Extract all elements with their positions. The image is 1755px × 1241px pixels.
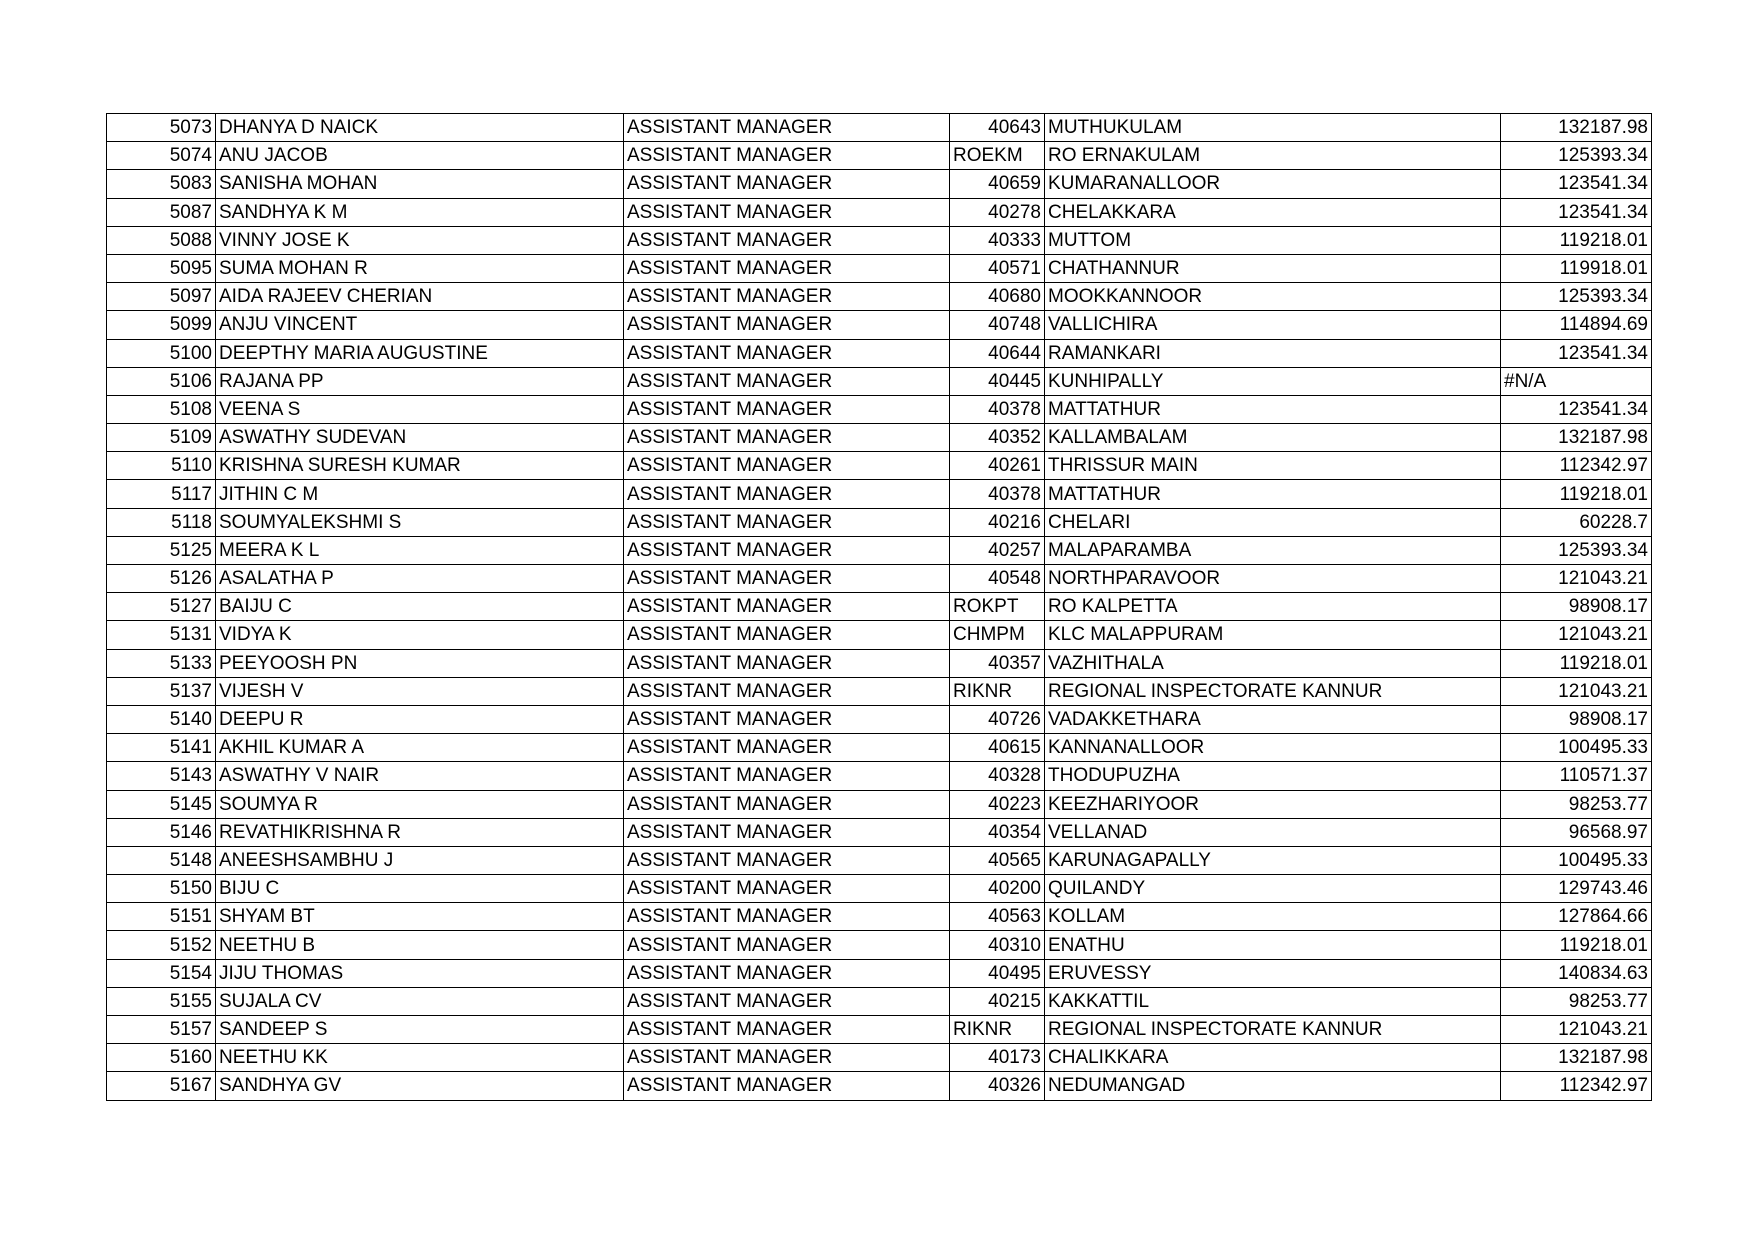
branch-code-cell: 40261 bbox=[950, 452, 1045, 480]
amount-cell: 132187.98 bbox=[1501, 114, 1652, 142]
branch-code-cell: 40352 bbox=[950, 424, 1045, 452]
table-row bbox=[107, 198, 1652, 226]
employee-id-cell: 5143 bbox=[107, 762, 216, 790]
branch-name-cell: KLC MALAPPURAM bbox=[1045, 621, 1501, 649]
amount-cell: 119918.01 bbox=[1501, 254, 1652, 282]
table-row bbox=[107, 254, 1652, 282]
table-row bbox=[107, 565, 1652, 593]
table-row bbox=[107, 734, 1652, 762]
employee-id-cell: 5118 bbox=[107, 508, 216, 536]
employee-id-cell: 5141 bbox=[107, 734, 216, 762]
employee-name-cell: ASALATHA P bbox=[216, 565, 624, 593]
branch-name-cell: REGIONAL INSPECTORATE KANNUR bbox=[1045, 1016, 1501, 1044]
branch-code-cell: CHMPM bbox=[950, 621, 1045, 649]
employee-id-cell: 5150 bbox=[107, 875, 216, 903]
employee-name-cell: KRISHNA SURESH KUMAR bbox=[216, 452, 624, 480]
employee-id-cell: 5095 bbox=[107, 254, 216, 282]
employee-name-cell: SUMA MOHAN R bbox=[216, 254, 624, 282]
employee-name-cell: ASWATHY SUDEVAN bbox=[216, 424, 624, 452]
branch-name-cell: KOLLAM bbox=[1045, 903, 1501, 931]
designation-cell: ASSISTANT MANAGER bbox=[624, 705, 950, 733]
table-row bbox=[107, 649, 1652, 677]
amount-cell: 123541.34 bbox=[1501, 170, 1652, 198]
employee-id-cell: 5133 bbox=[107, 649, 216, 677]
designation-cell: ASSISTANT MANAGER bbox=[624, 339, 950, 367]
branch-name-cell: VELLANAD bbox=[1045, 818, 1501, 846]
designation-cell: ASSISTANT MANAGER bbox=[624, 959, 950, 987]
employee-table-body bbox=[107, 114, 1652, 1101]
branch-code-cell: 40659 bbox=[950, 170, 1045, 198]
table-row bbox=[107, 959, 1652, 987]
branch-code-cell: 40378 bbox=[950, 395, 1045, 423]
amount-cell: 112342.97 bbox=[1501, 452, 1652, 480]
amount-cell: 114894.69 bbox=[1501, 311, 1652, 339]
designation-cell: ASSISTANT MANAGER bbox=[624, 170, 950, 198]
branch-code-cell: 40445 bbox=[950, 367, 1045, 395]
designation-cell: ASSISTANT MANAGER bbox=[624, 677, 950, 705]
table-row bbox=[107, 367, 1652, 395]
table-row bbox=[107, 226, 1652, 254]
employee-id-cell: 5088 bbox=[107, 226, 216, 254]
branch-name-cell: MALAPARAMBA bbox=[1045, 536, 1501, 564]
employee-name-cell: AIDA RAJEEV CHERIAN bbox=[216, 283, 624, 311]
branch-code-cell: 40643 bbox=[950, 114, 1045, 142]
amount-cell: 100495.33 bbox=[1501, 734, 1652, 762]
employee-id-cell: 5140 bbox=[107, 705, 216, 733]
table-row bbox=[107, 762, 1652, 790]
designation-cell: ASSISTANT MANAGER bbox=[624, 114, 950, 142]
employee-name-cell: VEENA S bbox=[216, 395, 624, 423]
branch-name-cell: KANNANALLOOR bbox=[1045, 734, 1501, 762]
employee-id-cell: 5137 bbox=[107, 677, 216, 705]
employee-name-cell: BIJU C bbox=[216, 875, 624, 903]
branch-code-cell: 40200 bbox=[950, 875, 1045, 903]
table-row bbox=[107, 283, 1652, 311]
employee-name-cell: SOUMYALEKSHMI S bbox=[216, 508, 624, 536]
employee-id-cell: 5117 bbox=[107, 480, 216, 508]
table-row bbox=[107, 846, 1652, 874]
designation-cell: ASSISTANT MANAGER bbox=[624, 254, 950, 282]
table-row bbox=[107, 593, 1652, 621]
branch-code-cell: 40748 bbox=[950, 311, 1045, 339]
employee-id-cell: 5145 bbox=[107, 790, 216, 818]
employee-name-cell: ANJU VINCENT bbox=[216, 311, 624, 339]
employee-name-cell: SANDHYA GV bbox=[216, 1072, 624, 1100]
designation-cell: ASSISTANT MANAGER bbox=[624, 621, 950, 649]
employee-name-cell: DHANYA D NAICK bbox=[216, 114, 624, 142]
employee-name-cell: DEEPTHY MARIA AUGUSTINE bbox=[216, 339, 624, 367]
branch-code-cell: 40548 bbox=[950, 565, 1045, 593]
amount-cell: 60228.7 bbox=[1501, 508, 1652, 536]
employee-id-cell: 5087 bbox=[107, 198, 216, 226]
branch-code-cell: 40563 bbox=[950, 903, 1045, 931]
branch-name-cell: KEEZHARIYOOR bbox=[1045, 790, 1501, 818]
table-row bbox=[107, 114, 1652, 142]
designation-cell: ASSISTANT MANAGER bbox=[624, 790, 950, 818]
employee-id-cell: 5131 bbox=[107, 621, 216, 649]
employee-id-cell: 5167 bbox=[107, 1072, 216, 1100]
employee-name-cell: SUJALA CV bbox=[216, 987, 624, 1015]
branch-name-cell: NORTHPARAVOOR bbox=[1045, 565, 1501, 593]
branch-name-cell: VAZHITHALA bbox=[1045, 649, 1501, 677]
designation-cell: ASSISTANT MANAGER bbox=[624, 367, 950, 395]
branch-code-cell: 40257 bbox=[950, 536, 1045, 564]
amount-cell: 96568.97 bbox=[1501, 818, 1652, 846]
table-row bbox=[107, 903, 1652, 931]
amount-cell: 140834.63 bbox=[1501, 959, 1652, 987]
employee-id-cell: 5146 bbox=[107, 818, 216, 846]
employee-id-cell: 5151 bbox=[107, 903, 216, 931]
designation-cell: ASSISTANT MANAGER bbox=[624, 1044, 950, 1072]
branch-name-cell: KAKKATTIL bbox=[1045, 987, 1501, 1015]
employee-name-cell: ANEESHSAMBHU J bbox=[216, 846, 624, 874]
branch-code-cell: 40173 bbox=[950, 1044, 1045, 1072]
amount-cell: 123541.34 bbox=[1501, 395, 1652, 423]
branch-name-cell: RAMANKARI bbox=[1045, 339, 1501, 367]
amount-cell: 119218.01 bbox=[1501, 226, 1652, 254]
branch-code-cell: 40333 bbox=[950, 226, 1045, 254]
amount-cell: 119218.01 bbox=[1501, 931, 1652, 959]
branch-name-cell: MUTTOM bbox=[1045, 226, 1501, 254]
designation-cell: ASSISTANT MANAGER bbox=[624, 283, 950, 311]
amount-cell: 125393.34 bbox=[1501, 283, 1652, 311]
employee-name-cell: ASWATHY V NAIR bbox=[216, 762, 624, 790]
designation-cell: ASSISTANT MANAGER bbox=[624, 452, 950, 480]
employee-id-cell: 5160 bbox=[107, 1044, 216, 1072]
table-row bbox=[107, 677, 1652, 705]
employee-name-cell: SANDHYA K M bbox=[216, 198, 624, 226]
amount-cell: 123541.34 bbox=[1501, 339, 1652, 367]
table-row bbox=[107, 1044, 1652, 1072]
employee-id-cell: 5100 bbox=[107, 339, 216, 367]
amount-cell: 100495.33 bbox=[1501, 846, 1652, 874]
designation-cell: ASSISTANT MANAGER bbox=[624, 226, 950, 254]
employee-id-cell: 5126 bbox=[107, 565, 216, 593]
amount-cell: 132187.98 bbox=[1501, 424, 1652, 452]
branch-code-cell: ROEKM bbox=[950, 142, 1045, 170]
designation-cell: ASSISTANT MANAGER bbox=[624, 1072, 950, 1100]
employee-name-cell: AKHIL KUMAR A bbox=[216, 734, 624, 762]
table-row bbox=[107, 1016, 1652, 1044]
employee-id-cell: 5097 bbox=[107, 283, 216, 311]
employee-name-cell: BAIJU C bbox=[216, 593, 624, 621]
table-row bbox=[107, 987, 1652, 1015]
employee-id-cell: 5106 bbox=[107, 367, 216, 395]
designation-cell: ASSISTANT MANAGER bbox=[624, 903, 950, 931]
designation-cell: ASSISTANT MANAGER bbox=[624, 311, 950, 339]
employee-id-cell: 5154 bbox=[107, 959, 216, 987]
branch-code-cell: RIKNR bbox=[950, 1016, 1045, 1044]
employee-name-cell: RAJANA PP bbox=[216, 367, 624, 395]
branch-code-cell: 40565 bbox=[950, 846, 1045, 874]
employee-name-cell: SANDEEP S bbox=[216, 1016, 624, 1044]
table-row bbox=[107, 142, 1652, 170]
employee-name-cell: REVATHIKRISHNA R bbox=[216, 818, 624, 846]
table-row bbox=[107, 339, 1652, 367]
amount-cell: #N/A bbox=[1501, 367, 1652, 395]
amount-cell: 110571.37 bbox=[1501, 762, 1652, 790]
branch-name-cell: CHELARI bbox=[1045, 508, 1501, 536]
amount-cell: 98908.17 bbox=[1501, 705, 1652, 733]
designation-cell: ASSISTANT MANAGER bbox=[624, 734, 950, 762]
branch-name-cell: VADAKKETHARA bbox=[1045, 705, 1501, 733]
table-row bbox=[107, 705, 1652, 733]
amount-cell: 119218.01 bbox=[1501, 480, 1652, 508]
employee-id-cell: 5155 bbox=[107, 987, 216, 1015]
table-row bbox=[107, 1072, 1652, 1100]
branch-code-cell: 40571 bbox=[950, 254, 1045, 282]
amount-cell: 123541.34 bbox=[1501, 198, 1652, 226]
branch-code-cell: 40326 bbox=[950, 1072, 1045, 1100]
designation-cell: ASSISTANT MANAGER bbox=[624, 142, 950, 170]
branch-name-cell: THRISSUR MAIN bbox=[1045, 452, 1501, 480]
branch-name-cell: CHALIKKARA bbox=[1045, 1044, 1501, 1072]
branch-name-cell: KARUNAGAPALLY bbox=[1045, 846, 1501, 874]
employee-name-cell: MEERA K L bbox=[216, 536, 624, 564]
amount-cell: 98253.77 bbox=[1501, 987, 1652, 1015]
employee-id-cell: 5127 bbox=[107, 593, 216, 621]
branch-code-cell: 40216 bbox=[950, 508, 1045, 536]
employee-table bbox=[106, 113, 1652, 1101]
branch-code-cell: 40357 bbox=[950, 649, 1045, 677]
branch-code-cell: 40726 bbox=[950, 705, 1045, 733]
employee-name-cell: NEETHU B bbox=[216, 931, 624, 959]
employee-id-cell: 5099 bbox=[107, 311, 216, 339]
designation-cell: ASSISTANT MANAGER bbox=[624, 424, 950, 452]
designation-cell: ASSISTANT MANAGER bbox=[624, 508, 950, 536]
branch-name-cell: RO ERNAKULAM bbox=[1045, 142, 1501, 170]
employee-id-cell: 5152 bbox=[107, 931, 216, 959]
employee-name-cell: NEETHU KK bbox=[216, 1044, 624, 1072]
employee-name-cell: SANISHA MOHAN bbox=[216, 170, 624, 198]
designation-cell: ASSISTANT MANAGER bbox=[624, 649, 950, 677]
branch-code-cell: 40354 bbox=[950, 818, 1045, 846]
table-row bbox=[107, 424, 1652, 452]
amount-cell: 112342.97 bbox=[1501, 1072, 1652, 1100]
branch-name-cell: ENATHU bbox=[1045, 931, 1501, 959]
employee-id-cell: 5110 bbox=[107, 452, 216, 480]
designation-cell: ASSISTANT MANAGER bbox=[624, 198, 950, 226]
employee-name-cell: VIJESH V bbox=[216, 677, 624, 705]
table-row bbox=[107, 170, 1652, 198]
table-row bbox=[107, 536, 1652, 564]
table-row bbox=[107, 875, 1652, 903]
designation-cell: ASSISTANT MANAGER bbox=[624, 846, 950, 874]
table-row bbox=[107, 790, 1652, 818]
designation-cell: ASSISTANT MANAGER bbox=[624, 1016, 950, 1044]
employee-name-cell: SOUMYA R bbox=[216, 790, 624, 818]
branch-code-cell: 40310 bbox=[950, 931, 1045, 959]
branch-code-cell: 40328 bbox=[950, 762, 1045, 790]
branch-name-cell: VALLICHIRA bbox=[1045, 311, 1501, 339]
table-row bbox=[107, 480, 1652, 508]
employee-name-cell: VIDYA K bbox=[216, 621, 624, 649]
amount-cell: 129743.46 bbox=[1501, 875, 1652, 903]
branch-code-cell: 40278 bbox=[950, 198, 1045, 226]
branch-name-cell: CHELAKKARA bbox=[1045, 198, 1501, 226]
branch-name-cell: REGIONAL INSPECTORATE KANNUR bbox=[1045, 677, 1501, 705]
branch-name-cell: MATTATHUR bbox=[1045, 480, 1501, 508]
amount-cell: 98908.17 bbox=[1501, 593, 1652, 621]
branch-code-cell: 40644 bbox=[950, 339, 1045, 367]
amount-cell: 125393.34 bbox=[1501, 536, 1652, 564]
branch-name-cell: ERUVESSY bbox=[1045, 959, 1501, 987]
employee-id-cell: 5108 bbox=[107, 395, 216, 423]
employee-name-cell: JITHIN C M bbox=[216, 480, 624, 508]
branch-name-cell: THODUPUZHA bbox=[1045, 762, 1501, 790]
designation-cell: ASSISTANT MANAGER bbox=[624, 593, 950, 621]
employee-name-cell: PEEYOOSH PN bbox=[216, 649, 624, 677]
branch-code-cell: ROKPT bbox=[950, 593, 1045, 621]
amount-cell: 119218.01 bbox=[1501, 649, 1652, 677]
table-row bbox=[107, 452, 1652, 480]
employee-id-cell: 5083 bbox=[107, 170, 216, 198]
branch-name-cell: MOOKKANNOOR bbox=[1045, 283, 1501, 311]
designation-cell: ASSISTANT MANAGER bbox=[624, 762, 950, 790]
branch-code-cell: 40378 bbox=[950, 480, 1045, 508]
branch-code-cell: RIKNR bbox=[950, 677, 1045, 705]
branch-name-cell: KUNHIPALLY bbox=[1045, 367, 1501, 395]
designation-cell: ASSISTANT MANAGER bbox=[624, 931, 950, 959]
employee-name-cell: SHYAM BT bbox=[216, 903, 624, 931]
employee-name-cell: VINNY JOSE K bbox=[216, 226, 624, 254]
designation-cell: ASSISTANT MANAGER bbox=[624, 875, 950, 903]
table-row bbox=[107, 818, 1652, 846]
branch-code-cell: 40215 bbox=[950, 987, 1045, 1015]
designation-cell: ASSISTANT MANAGER bbox=[624, 818, 950, 846]
employee-id-cell: 5125 bbox=[107, 536, 216, 564]
table-row bbox=[107, 621, 1652, 649]
branch-name-cell: QUILANDY bbox=[1045, 875, 1501, 903]
branch-name-cell: KALLAMBALAM bbox=[1045, 424, 1501, 452]
branch-code-cell: 40495 bbox=[950, 959, 1045, 987]
amount-cell: 121043.21 bbox=[1501, 565, 1652, 593]
designation-cell: ASSISTANT MANAGER bbox=[624, 480, 950, 508]
table-row bbox=[107, 931, 1652, 959]
branch-code-cell: 40615 bbox=[950, 734, 1045, 762]
employee-id-cell: 5109 bbox=[107, 424, 216, 452]
employee-id-cell: 5157 bbox=[107, 1016, 216, 1044]
table-row bbox=[107, 508, 1652, 536]
amount-cell: 121043.21 bbox=[1501, 621, 1652, 649]
amount-cell: 127864.66 bbox=[1501, 903, 1652, 931]
employee-name-cell: ANU JACOB bbox=[216, 142, 624, 170]
employee-id-cell: 5074 bbox=[107, 142, 216, 170]
employee-id-cell: 5148 bbox=[107, 846, 216, 874]
branch-name-cell: MUTHUKULAM bbox=[1045, 114, 1501, 142]
branch-code-cell: 40680 bbox=[950, 283, 1045, 311]
amount-cell: 132187.98 bbox=[1501, 1044, 1652, 1072]
employee-name-cell: DEEPU R bbox=[216, 705, 624, 733]
designation-cell: ASSISTANT MANAGER bbox=[624, 395, 950, 423]
branch-name-cell: KUMARANALLOOR bbox=[1045, 170, 1501, 198]
amount-cell: 98253.77 bbox=[1501, 790, 1652, 818]
amount-cell: 121043.21 bbox=[1501, 677, 1652, 705]
branch-name-cell: RO KALPETTA bbox=[1045, 593, 1501, 621]
branch-name-cell: CHATHANNUR bbox=[1045, 254, 1501, 282]
amount-cell: 125393.34 bbox=[1501, 142, 1652, 170]
table-row bbox=[107, 311, 1652, 339]
table-row bbox=[107, 395, 1652, 423]
employee-name-cell: JIJU THOMAS bbox=[216, 959, 624, 987]
branch-name-cell: NEDUMANGAD bbox=[1045, 1072, 1501, 1100]
designation-cell: ASSISTANT MANAGER bbox=[624, 536, 950, 564]
designation-cell: ASSISTANT MANAGER bbox=[624, 565, 950, 593]
branch-code-cell: 40223 bbox=[950, 790, 1045, 818]
amount-cell: 121043.21 bbox=[1501, 1016, 1652, 1044]
designation-cell: ASSISTANT MANAGER bbox=[624, 987, 950, 1015]
employee-id-cell: 5073 bbox=[107, 114, 216, 142]
branch-name-cell: MATTATHUR bbox=[1045, 395, 1501, 423]
